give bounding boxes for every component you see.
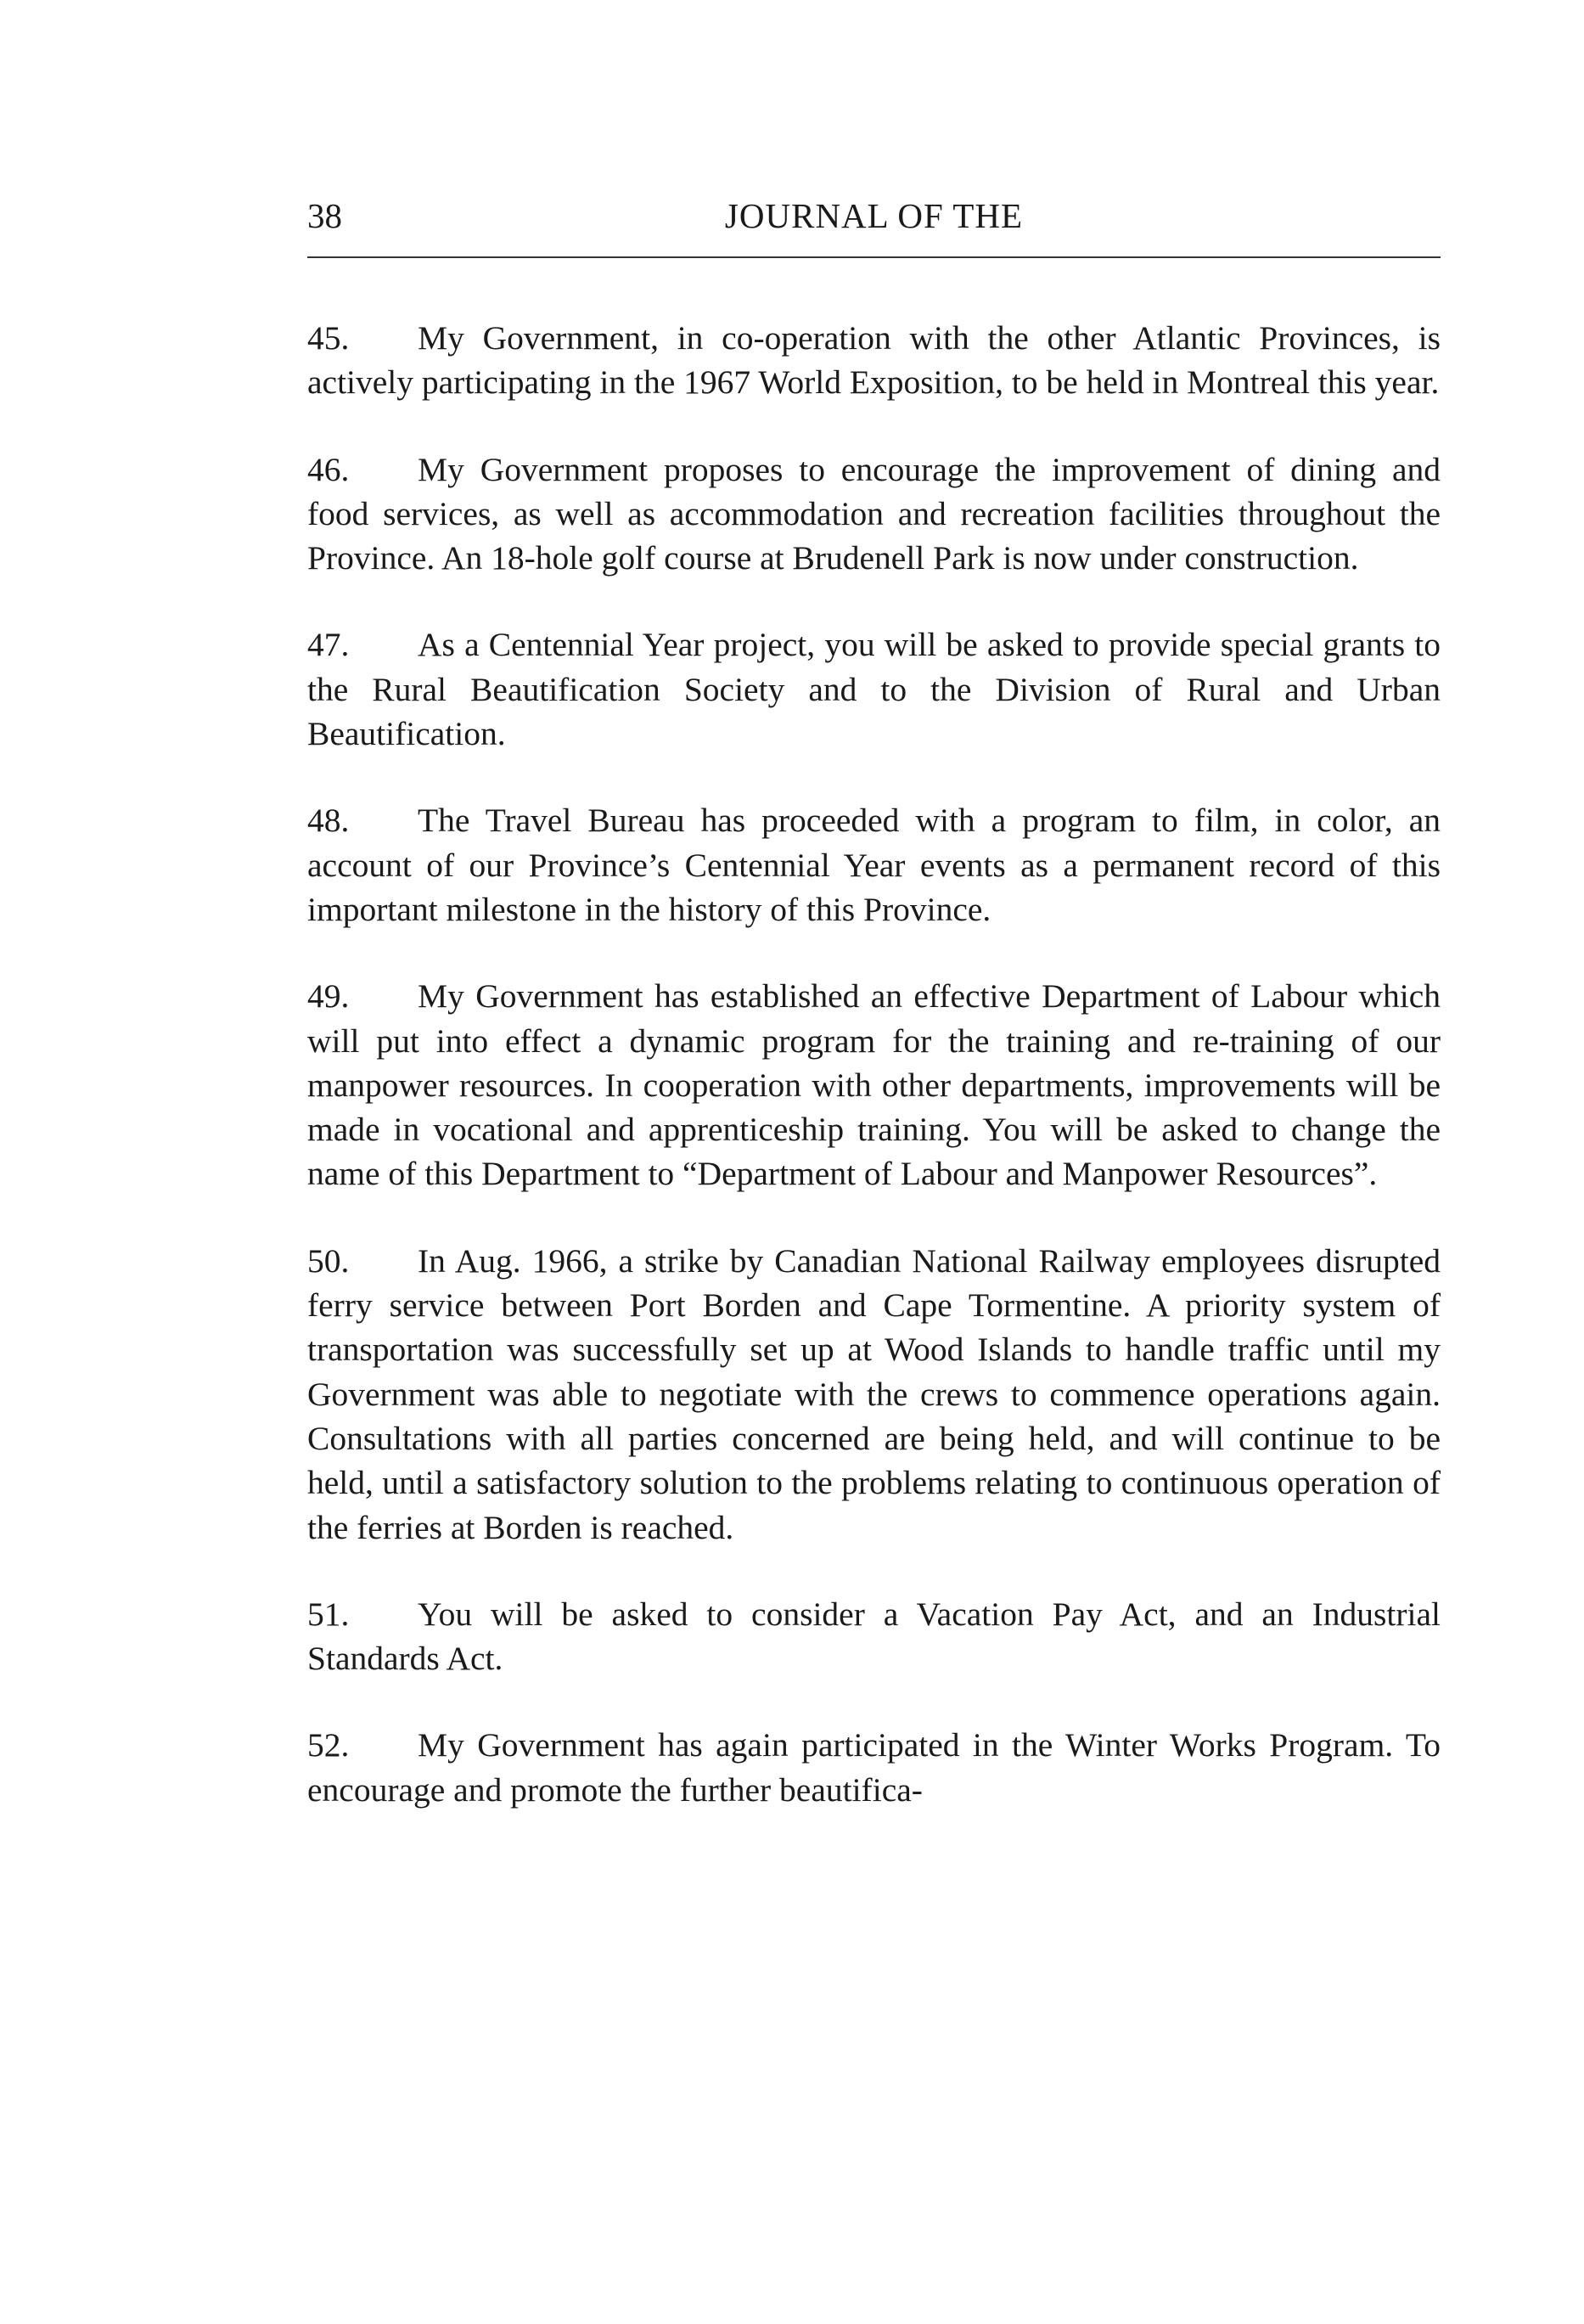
paragraph-number: 48. (307, 802, 350, 840)
paragraph-text: My Government proposes to encourage the improvement of dining and food services, as well as accommodation and recreation facilities throughout the Province. An 18-hole golf course at Brudenell Park is now under construction. (307, 450, 1441, 577)
paragraph-text: The Travel Bureau has proceeded with a program to film, in color, an account of our Province’s Centennial Year events as a permanent record of this important milestone in the history of this Province. (307, 802, 1441, 928)
paragraph-number: 49. (307, 977, 350, 1016)
paragraph-text: My Government has established an effective Department of Labour which will put into effect a dynamic program for the training and re-training of our manpower resources. In cooperation with other departments, improvements will be made in vocational and apprenticeship training. You will be asked to change the name of this Department to “Department of Labour and Manpower Resources”. (307, 977, 1441, 1193)
paragraph-number: 51. (307, 1595, 350, 1633)
paragraph-51 (307, 1592, 1441, 1681)
paragraph-50 (307, 1239, 1441, 1550)
paragraph-text: In Aug. 1966, a strike by Canadian National Railway employees disrupted ferry service between Port Borden and Cape Tormentine. A priority system of transportation was successfully set up at Wood Islands to handle traffic until my Government was able to negotiate with the crews to commence operations again. Consultations with all parties concerned are being held, and will continue to be held, until a satisfactory solution to the problems relating to continuous operation of the ferries at Borden is reached. (307, 1241, 1441, 1546)
page-header (307, 195, 1441, 246)
header-rule (307, 256, 1441, 258)
paragraph-number: 50. (307, 1241, 350, 1280)
paragraph-49 (307, 974, 1441, 1196)
running-head: JOURNAL OF THE (724, 196, 1024, 235)
paragraph-46 (307, 447, 1441, 581)
paragraph-52 (307, 1723, 1441, 1812)
body-text (307, 316, 1441, 1854)
paragraph-48 (307, 798, 1441, 931)
paragraph-text: My Government, in co-operation with the other Atlantic Provinces, is actively participating in the 1967 World Exposition, to be held in Montreal this year. (307, 319, 1441, 402)
paragraph-text: You will be asked to consider a Vacation Pay Act, and an Industrial Standards Act. (307, 1595, 1441, 1678)
paragraph-text: As a Centennial Year project, you will be asked to provide special grants to the Rural Beautification Society and to the Division of Rural and Urban Beautification. (307, 626, 1441, 753)
paragraph-text: My Government has again participated in the Winter Works Program. To encourage and promote the further beautifica- (307, 1726, 1441, 1809)
paragraph-47 (307, 622, 1441, 756)
paragraph-number: 52. (307, 1726, 350, 1764)
paragraph-number: 47. (307, 626, 350, 664)
paragraph-number: 46. (307, 450, 350, 488)
paragraph-45 (307, 316, 1441, 405)
paragraph-number: 45. (307, 319, 350, 357)
page-number: 38 (307, 196, 342, 235)
